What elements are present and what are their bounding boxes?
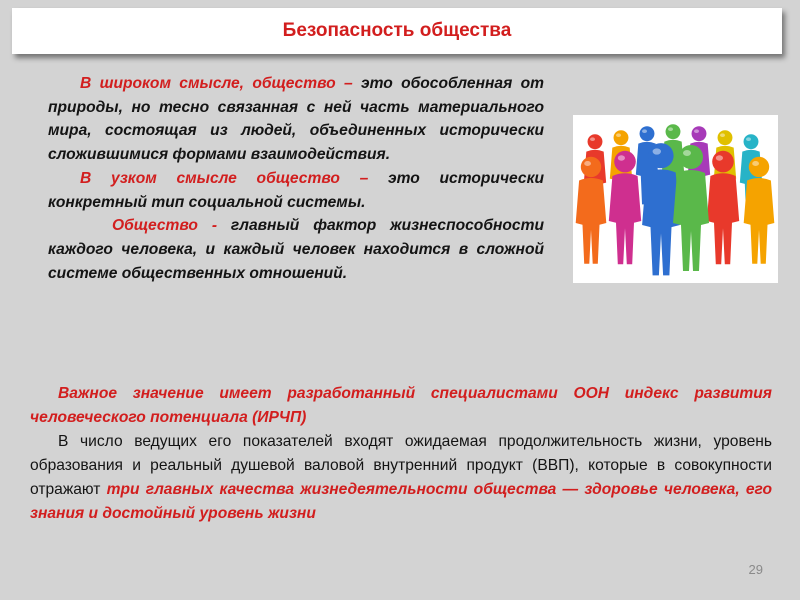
slide-title-bar: [12, 8, 782, 54]
hdi-intro: Важное значение имеет разработанный специалистами ООН индекс развития человеческого потенциала (ИРЧП): [30, 385, 772, 426]
hdi-qualities: три главных качества жизнедеятельности общества — здоровье человека, его знания и достойный уровень жизни: [30, 481, 772, 522]
definition-narrow: [48, 167, 544, 214]
people-crowd-illustration: [573, 115, 778, 283]
definition-narrow-term: В узком смысле общество –: [80, 169, 388, 187]
definition-broad: [48, 72, 544, 167]
hdi-indicators: [30, 430, 772, 526]
definition-factor-text: главный фактор жизнеспособности каждого человека, и каждый человек находится в сложной системе общественных отношений.: [48, 217, 544, 282]
hdi-indicators-text: В число ведущих его показателей входят ожидаемая продолжительность жизни, уровень образования и реальный душевой валовой внутренний продукт (ВВП), которые в совокупности отражают: [30, 433, 772, 498]
society-definitions: [48, 72, 544, 285]
definition-factor: [48, 214, 544, 285]
people-crowd-image: [573, 115, 778, 283]
definition-narrow-text: это исторически конкретный тип социальной системы.: [48, 169, 544, 211]
definition-broad-term: В широком смысле, общество –: [80, 75, 361, 92]
definition-broad-text: это обособленная от природы, но тесно связанная с ней часть материального мира, состоящая из людей, объединенных исторически сложившимися формами взаимодействия.: [48, 75, 544, 164]
definition-factor-term: Общество -: [112, 217, 231, 235]
slide-title: Безопасность общества: [282, 20, 512, 41]
hdi-section: [30, 382, 772, 526]
page-number: 29: [748, 562, 763, 577]
